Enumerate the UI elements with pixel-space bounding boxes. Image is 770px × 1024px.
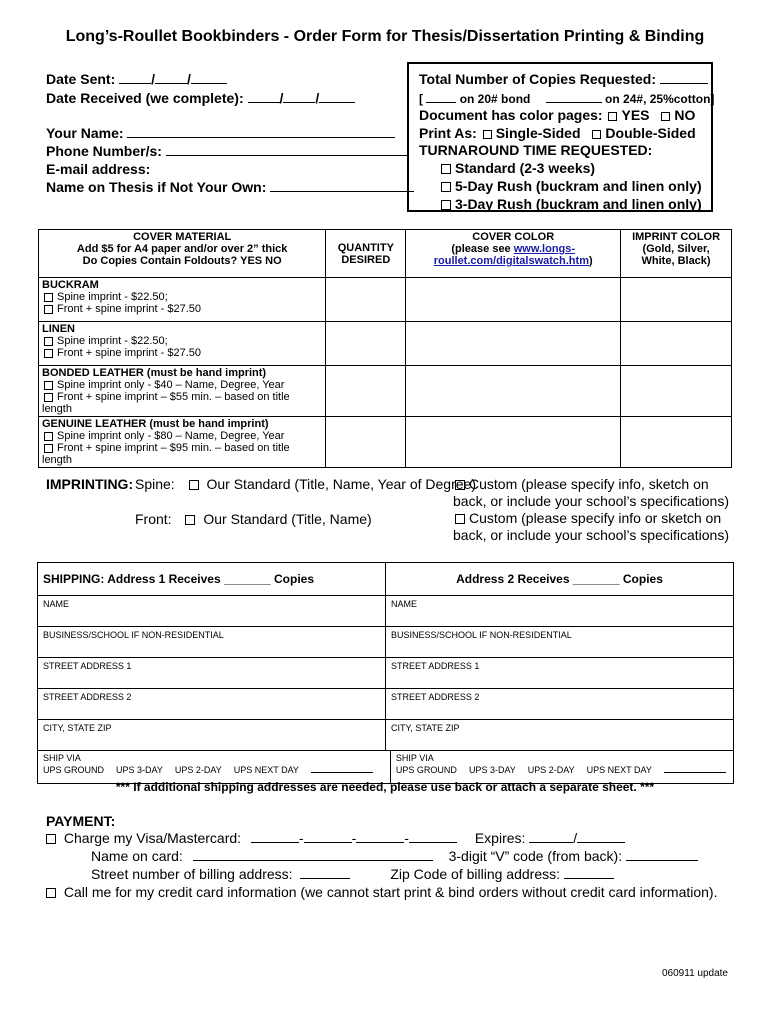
cover-color-cell[interactable] [406,366,621,417]
name-row [38,595,733,626]
imprint-color-options: (Gold, Silver, [642,243,710,255]
vcode-field[interactable] [626,848,698,861]
material-cell [39,322,326,366]
rush5-row [439,178,702,194]
date-sent-day-field[interactable] [155,71,187,84]
dash: - [351,830,357,846]
city-row [38,719,733,750]
custom-front-label: Custom (please specify info or sketch on [469,510,722,526]
color-pages-row [419,107,695,123]
material-option-checkbox[interactable] [44,349,53,358]
rush5-label: 5-Day Rush (buckram and linen only) [455,178,702,194]
email-label: E-mail address: [46,161,151,177]
address2-name-field[interactable]: NAME [385,596,733,626]
address1-header: SHIPPING: Address 1 Receives _______ Copies [43,572,315,586]
custom-front-label: back, or include your school’s specifications) [453,527,729,543]
front-standard-label: Our Standard (Title, Name) [203,511,372,527]
name-on-card-label: Name on card: [91,848,183,864]
rush3-row [439,196,702,212]
custom-front-checkbox[interactable] [455,514,465,524]
slash: / [151,71,156,87]
material-cell [39,417,326,468]
standard-checkbox[interactable] [441,164,451,174]
rush3-checkbox[interactable] [441,200,451,210]
date-sent-year-field[interactable] [191,71,227,84]
material-option-label: Front + spine imprint – $55 min. – based on title length [42,391,290,415]
ship-via-row [38,750,733,783]
material-option-label: Spine imprint only - $40 – Name, Degree, Year [57,379,285,391]
shipping-note: *** If additional shipping addresses are needed, please use back or attach a separate sheet. *** [115,780,655,794]
dash: - [298,830,304,846]
quantity-title: QUANTITY [337,241,394,254]
imprint-color-header [621,230,732,278]
your-name-field[interactable] [127,125,395,138]
bond-20-label: on 20# bond [459,92,531,106]
billing-row [91,866,614,882]
paren: ) [588,255,593,267]
material-option-label: Spine imprint - $22.50; [57,335,168,347]
address2-business-field[interactable]: BUSINESS/SCHOOL IF NON-RESIDENTIAL [385,627,733,657]
material-option-label: Spine imprint - $22.50; [57,291,168,303]
cover-table-header [39,230,732,278]
quantity-cell[interactable] [326,417,406,468]
material-option-checkbox[interactable] [44,393,53,402]
imprint-color-cell[interactable] [621,417,732,468]
material-name: LINEN [42,323,75,335]
quantity-cell[interactable] [326,366,406,417]
address1-street1-field[interactable]: STREET ADDRESS 1 [43,661,132,671]
material-option-checkbox[interactable] [44,432,53,441]
ups-next-day-option[interactable]: UPS NEXT DAY [233,765,299,775]
material-cell [39,366,326,417]
custom-spine-block [453,476,729,544]
email-row [46,161,150,177]
card-number-part2[interactable] [304,830,352,843]
version-footer: 060911 update [662,968,728,979]
double-sided-checkbox[interactable] [592,130,601,139]
ups-3day-option[interactable]: UPS 3-DAY [116,765,163,775]
address1-city-field[interactable]: CITY, STATE ZIP [43,723,112,733]
business-row [38,626,733,657]
material-option-checkbox[interactable] [44,293,53,302]
material-option-checkbox[interactable] [44,305,53,314]
ship-via-label: SHIP VIA [395,753,434,763]
copies-box [407,62,713,212]
date-received-label: Date Received (we complete): [46,90,244,106]
cover-color-cell[interactable] [406,322,621,366]
date-sent-month-field[interactable] [119,71,151,84]
cover-color-cell[interactable] [406,417,621,468]
front-label: Front: [135,511,172,527]
expires-label: Expires: [474,830,526,846]
call-me-label: Call me for my credit card information (we cannot start print & bind orders without credit card information). [63,884,718,900]
date-received-day-field[interactable] [283,90,315,103]
custom-spine-label: Custom (please specify info, sketch on [469,476,709,492]
material-option-checkbox[interactable] [44,444,53,453]
buckram-row [39,278,732,322]
name-on-card-row [91,848,698,864]
form-title: Long’s-Roullet Bookbinders - Order Form for Thesis/Dissertation Printing & Binding [65,28,705,45]
ship-via-other-field[interactable] [311,763,373,773]
standard-label: Standard (2-3 weeks) [455,160,596,176]
ups-ground-option[interactable]: UPS GROUND [395,765,457,775]
street1-row [38,657,733,688]
shipping-table [37,562,734,784]
cover-color-title: COVER COLOR [472,231,555,243]
quantity-header [326,230,406,278]
slash: / [187,71,191,87]
print-as-label: Print As: [419,125,477,141]
double-sided-label: Double-Sided [605,125,696,141]
yes-label: YES [621,107,650,123]
cover-color-header [406,230,621,278]
charge-row [44,830,625,846]
spine-standard-label: Our Standard (Title, Name, Year of Degree) [206,476,476,492]
address2-street2-field[interactable]: STREET ADDRESS 2 [385,689,733,719]
street-billing-field[interactable] [300,866,350,879]
phone-row [46,143,408,159]
bond-20-field[interactable] [426,90,456,103]
street-billing-label: Street number of billing address: [91,866,293,882]
custom-spine-label: back, or include your school’s specifications) [453,493,729,509]
material-name: BUCKRAM [42,279,99,291]
your-name-row [46,125,395,141]
single-sided-label: Single-Sided [495,125,581,141]
material-option-label: Spine imprint only - $80 – Name, Degree, Year [57,430,285,442]
genuine-leather-row [39,417,732,468]
vcode-label: 3-digit “V” code (from back): [448,848,623,864]
cover-color-note: (please see [451,243,514,255]
imprint-color-options: White, Black) [641,255,711,267]
material-option-checkbox[interactable] [44,337,53,346]
material-name: GENUINE LEATHER (must be hand imprint) [42,418,269,430]
zip-billing-field[interactable] [564,866,614,879]
cover-table [38,229,732,468]
call-me-row [44,884,717,900]
desired-title: DESIRED [341,253,391,266]
name-on-card-field[interactable] [193,848,433,861]
foldouts-question: Do Copies Contain Foldouts? YES NO [82,255,282,267]
imprinting-label: IMPRINTING: [46,476,134,492]
phone-field[interactable] [166,143,408,156]
total-copies-label: Total Number of Copies Requested: [419,71,656,87]
color-pages-label: Document has color pages: [419,107,603,123]
single-sided-checkbox[interactable] [483,130,492,139]
custom-spine-checkbox[interactable] [455,480,465,490]
charge-card-checkbox[interactable] [46,834,56,844]
material-option-label: Front + spine imprint - $27.50 [57,347,201,359]
card-number-part4[interactable] [409,830,457,843]
spine-label: Spine: [135,476,175,492]
ship-via-label: SHIP VIA [43,753,81,763]
swatch-link[interactable]: roullet.com/digitalswatch.htm [433,255,589,267]
quantity-cell[interactable] [326,278,406,322]
front-row [135,511,372,527]
address2-city-field[interactable]: CITY, STATE ZIP [385,720,733,750]
zip-billing-label: Zip Code of billing address: [390,866,560,882]
date-received-row [46,90,355,106]
address1-ship-via [38,751,390,783]
street2-row [38,688,733,719]
card-number-part1[interactable] [251,830,299,843]
material-name: BONDED LEATHER (must be hand imprint) [42,367,267,379]
rush3-label: 3-Day Rush (buckram and linen only) [455,196,702,212]
swatch-link[interactable]: www.longs- [513,243,576,255]
date-sent-label: Date Sent: [46,71,116,87]
no-label: NO [674,107,696,123]
ups-next-day-option[interactable]: UPS NEXT DAY [586,765,652,775]
date-received-year-field[interactable] [319,90,355,103]
spine-row [135,476,476,492]
bond-bracket: [ [419,92,423,106]
total-copies-field[interactable] [660,71,708,84]
quantity-cell[interactable] [326,322,406,366]
address2-ship-via [390,751,743,783]
imprint-color-cell[interactable] [621,322,732,366]
bond-24-field[interactable] [546,90,602,103]
your-name-label: Your Name: [46,125,124,141]
cover-color-cell[interactable] [406,278,621,322]
turnaround-label: TURNAROUND TIME REQUESTED: [419,142,653,158]
card-number-part3[interactable] [356,830,404,843]
material-option-label: Front + spine imprint - $27.50 [57,303,201,315]
payment-label: PAYMENT: [46,813,116,829]
color-yes-checkbox[interactable] [608,112,617,121]
ship-via-other-field[interactable] [664,763,726,773]
ups-3day-option[interactable]: UPS 3-DAY [468,765,516,775]
thesis-name-row [46,179,414,195]
color-no-checkbox[interactable] [661,112,670,121]
bonded-leather-row [39,366,732,417]
material-cell [39,278,326,322]
address1-street2-field[interactable]: STREET ADDRESS 2 [43,692,132,702]
expires-year-field[interactable] [577,830,625,843]
slash: / [573,830,578,846]
linen-row [39,322,732,366]
phone-label: Phone Number/s: [46,143,162,159]
cover-material-title: COVER MATERIAL [133,231,232,243]
thesis-name-label: Name on Thesis if Not Your Own: [46,179,267,195]
ups-2day-option[interactable]: UPS 2-DAY [174,765,222,775]
address1-name-field[interactable]: NAME [43,599,70,609]
address1-business-field[interactable]: BUSINESS/SCHOOL IF NON-RESIDENTIAL [43,630,224,640]
print-as-row [419,125,696,141]
charge-card-label: Charge my Visa/Mastercard: [63,830,242,846]
date-received-month-field[interactable] [248,90,280,103]
standard-row [439,160,595,176]
thesis-name-field[interactable] [270,179,414,192]
spine-standard-checkbox[interactable] [189,480,199,490]
address2-header: Address 2 Receives _______ Copies [385,563,733,595]
address2-street1-field[interactable]: STREET ADDRESS 1 [385,658,733,688]
material-option-checkbox[interactable] [44,381,53,390]
shipping-header-row [38,563,733,595]
slash: / [315,90,320,106]
dash: - [404,830,409,846]
call-me-checkbox[interactable] [46,888,56,898]
date-sent-row [46,71,227,87]
expires-month-field[interactable] [529,830,573,843]
bond-24-label: on 24#, 25%cotton] [605,92,715,106]
imprint-color-title: IMPRINT COLOR [632,231,721,243]
cover-material-header [39,230,326,278]
front-standard-checkbox[interactable] [185,515,195,525]
ups-ground-option[interactable]: UPS GROUND [43,765,105,775]
bond-row [419,90,714,106]
imprint-color-cell[interactable] [621,366,732,417]
material-option-label: Front + spine imprint – $95 min. – based on title length [42,442,290,466]
cover-material-note: Add $5 for A4 paper and/or over 2” thick [76,243,288,255]
rush5-checkbox[interactable] [441,182,451,192]
slash: / [279,90,284,106]
ups-2day-option[interactable]: UPS 2-DAY [527,765,575,775]
total-copies-row [419,71,708,87]
imprint-color-cell[interactable] [621,278,732,322]
